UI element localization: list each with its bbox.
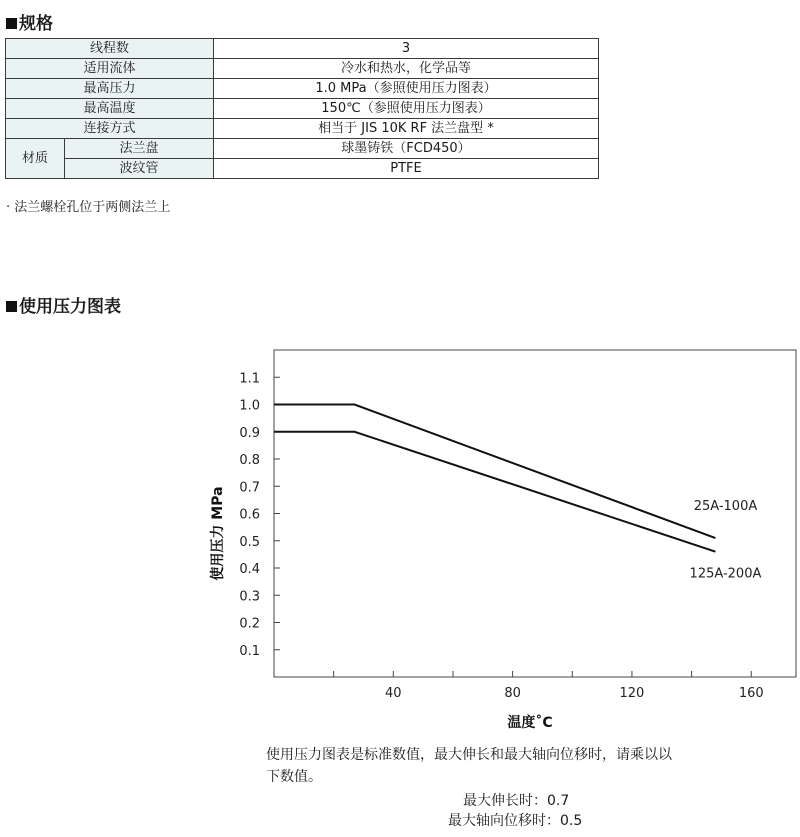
series-line-2 <box>274 432 715 552</box>
table-row <box>6 59 599 79</box>
spec-table <box>5 38 599 179</box>
x-tick-label: 40 <box>385 686 402 701</box>
table-row <box>6 159 599 179</box>
spec-label: 线程数 <box>6 39 214 59</box>
spec-label: 连接方式 <box>6 119 214 139</box>
x-axis-label: 温度˚C <box>507 715 553 731</box>
y-tick-label: 0.6 <box>239 507 260 523</box>
y-axis-label: 使用压力 MPa <box>210 486 226 581</box>
series-label: 125A-200A <box>689 566 762 582</box>
series-line-1 <box>274 405 715 539</box>
max-axial-displacement-factor: 最大轴向位移时：0.5 <box>448 813 583 829</box>
table-row <box>6 79 599 99</box>
pressure-chart <box>190 340 800 740</box>
spec-label: 最高温度 <box>6 99 214 119</box>
square-bullet-icon <box>6 301 17 312</box>
max-elongation-factor: 最大伸长时：0.7 <box>463 793 570 809</box>
x-tick-label: 120 <box>619 686 645 701</box>
spec-label: 法兰盘 <box>65 139 214 159</box>
y-tick-label: 0.8 <box>239 453 260 468</box>
table-row <box>6 39 599 59</box>
y-tick-label: 0.7 <box>239 480 260 496</box>
spec-value: 球墨铸铁（FCD450） <box>214 139 599 159</box>
spec-label: 适用流体 <box>6 59 214 79</box>
spec-value: 相当于 JIS 10K RF 法兰盘型 * <box>214 119 599 139</box>
y-tick-label: 0.5 <box>239 534 260 550</box>
table-row <box>6 119 599 139</box>
spec-value: 150℃（参照使用压力图表） <box>214 99 599 119</box>
x-tick-label: 80 <box>504 686 521 701</box>
spec-value: PTFE <box>214 159 599 179</box>
series-label: 25A-100A <box>693 499 758 515</box>
y-tick-label: 0.2 <box>239 616 260 632</box>
spec-value: 3 <box>214 39 599 59</box>
y-tick-label: 0.3 <box>239 589 260 605</box>
y-tick-label: 0.9 <box>239 425 260 441</box>
spec-note: · 法兰螺栓孔位于两侧法兰上 <box>6 200 171 215</box>
spec-section-title: 规格 <box>6 9 53 34</box>
spec-value: 1.0 MPa（参照使用压力图表） <box>214 79 599 99</box>
y-tick-label: 0.1 <box>239 643 260 659</box>
x-tick-label: 160 <box>738 686 764 701</box>
square-bullet-icon <box>6 18 17 29</box>
spec-value: 冷水和热水，化学品等 <box>214 59 599 79</box>
footer-note-line2: 下数值。 <box>266 769 322 785</box>
y-tick-label: 1.1 <box>239 371 260 387</box>
spec-label: 波纹管 <box>65 159 214 179</box>
table-row <box>6 99 599 119</box>
y-tick-label: 1.0 <box>239 398 260 414</box>
spec-label: 最高压力 <box>6 79 214 99</box>
y-tick-label: 0.4 <box>239 562 260 577</box>
table-row <box>6 139 599 159</box>
footer-note-line1: 使用压力图表是标准数值，最大伸长和最大轴向位移时，请乘以以 <box>266 747 672 763</box>
material-label: 材质 <box>6 139 65 179</box>
chart-section-title: 使用压力图表 <box>6 292 121 317</box>
